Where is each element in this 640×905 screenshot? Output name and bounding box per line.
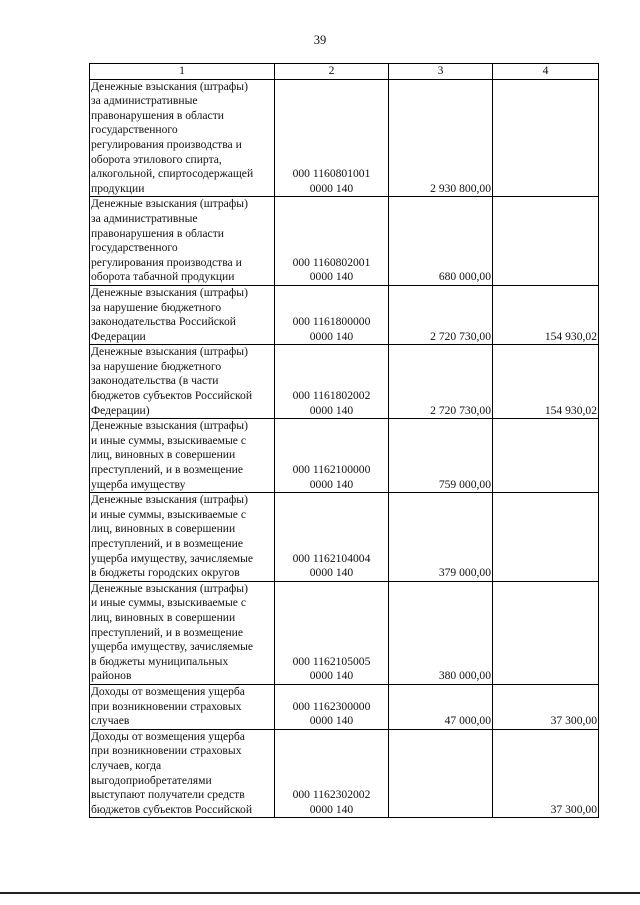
table-row (90, 285, 599, 344)
column-header-3: 3 (389, 64, 493, 80)
budget-classification-code: 000 1161802002 0000 140 (275, 345, 389, 419)
amount-column-3: 759 000,00 (389, 419, 493, 493)
budget-classification-code: 000 1162104004 0000 140 (275, 493, 389, 582)
amount-column-4: 154 930,02 (493, 285, 599, 344)
income-description: Денежные взыскания (штрафы) и иные суммы, взыскиваемые с лиц, виновных в совершении преступлений, и в возмещение ущерба имуществу (90, 419, 275, 493)
table-row (90, 79, 599, 197)
income-description: Доходы от возмещения ущерба при возникновении страховых случаев (90, 684, 275, 729)
amount-column-4 (493, 419, 599, 493)
amount-column-4: 37 300,00 (493, 684, 599, 729)
income-description: Денежные взыскания (штрафы) и иные суммы, взыскиваемые с лиц, виновных в совершении преступлений, и в возмещение ущерба имуществу, зачисляемые в бюджеты муниципальных районов (90, 581, 275, 684)
table-row (90, 197, 599, 286)
table-row (90, 729, 599, 818)
table-row (90, 581, 599, 684)
income-description: Денежные взыскания (штрафы) за административные правонарушения в области государственного регулирования производства и оборота этилового спирта, алкогольной, спиртосодержащей продукции (90, 79, 275, 197)
budget-classification-code: 000 1162302002 0000 140 (275, 729, 389, 818)
amount-column-3 (389, 729, 493, 818)
column-header-4: 4 (493, 64, 599, 80)
income-description: Денежные взыскания (штрафы) за нарушение бюджетного законодательства Российской Федерации (90, 285, 275, 344)
table-row (90, 345, 599, 419)
amount-column-3: 2 720 730,00 (389, 345, 493, 419)
budget-classification-code: 000 1162105005 0000 140 (275, 581, 389, 684)
amount-column-3: 2 720 730,00 (389, 285, 493, 344)
budget-classification-code: 000 1160801001 0000 140 (275, 79, 389, 197)
amount-column-4 (493, 493, 599, 582)
scan-bottom-edge (0, 892, 640, 894)
amount-column-3: 380 000,00 (389, 581, 493, 684)
income-description: Доходы от возмещения ущерба при возникновении страховых случаев, когда выгодоприобретателями выступают получатели средств бюджетов субъектов Российской (90, 729, 275, 818)
table-row (90, 493, 599, 582)
amount-column-4 (493, 197, 599, 286)
income-description: Денежные взыскания (штрафы) за нарушение бюджетного законодательства (в части бюджетов субъектов Российской Федерации) (90, 345, 275, 419)
income-description: Денежные взыскания (штрафы) и иные суммы, взыскиваемые с лиц, виновных в совершении преступлений, и в возмещение ущерба имуществу, зачисляемые в бюджеты городских округов (90, 493, 275, 582)
table-row (90, 419, 599, 493)
amount-column-4: 154 930,02 (493, 345, 599, 419)
amount-column-4 (493, 581, 599, 684)
budget-revenue-table (89, 63, 599, 818)
budget-classification-code: 000 1161800000 0000 140 (275, 285, 389, 344)
income-description: Денежные взыскания (штрафы) за административные правонарушения в области государственного регулирования производства и оборота табачной продукции (90, 197, 275, 286)
amount-column-4: 37 300,00 (493, 729, 599, 818)
amount-column-4 (493, 79, 599, 197)
amount-column-3: 379 000,00 (389, 493, 493, 582)
table-header-row (90, 64, 599, 80)
table-row (90, 684, 599, 729)
budget-classification-code: 000 1162300000 0000 140 (275, 684, 389, 729)
page-number: 39 (313, 33, 327, 47)
amount-column-3: 680 000,00 (389, 197, 493, 286)
budget-classification-code: 000 1160802001 0000 140 (275, 197, 389, 286)
column-header-1: 1 (90, 64, 275, 80)
budget-classification-code: 000 1162100000 0000 140 (275, 419, 389, 493)
amount-column-3: 47 000,00 (389, 684, 493, 729)
amount-column-3: 2 930 800,00 (389, 79, 493, 197)
column-header-2: 2 (275, 64, 389, 80)
